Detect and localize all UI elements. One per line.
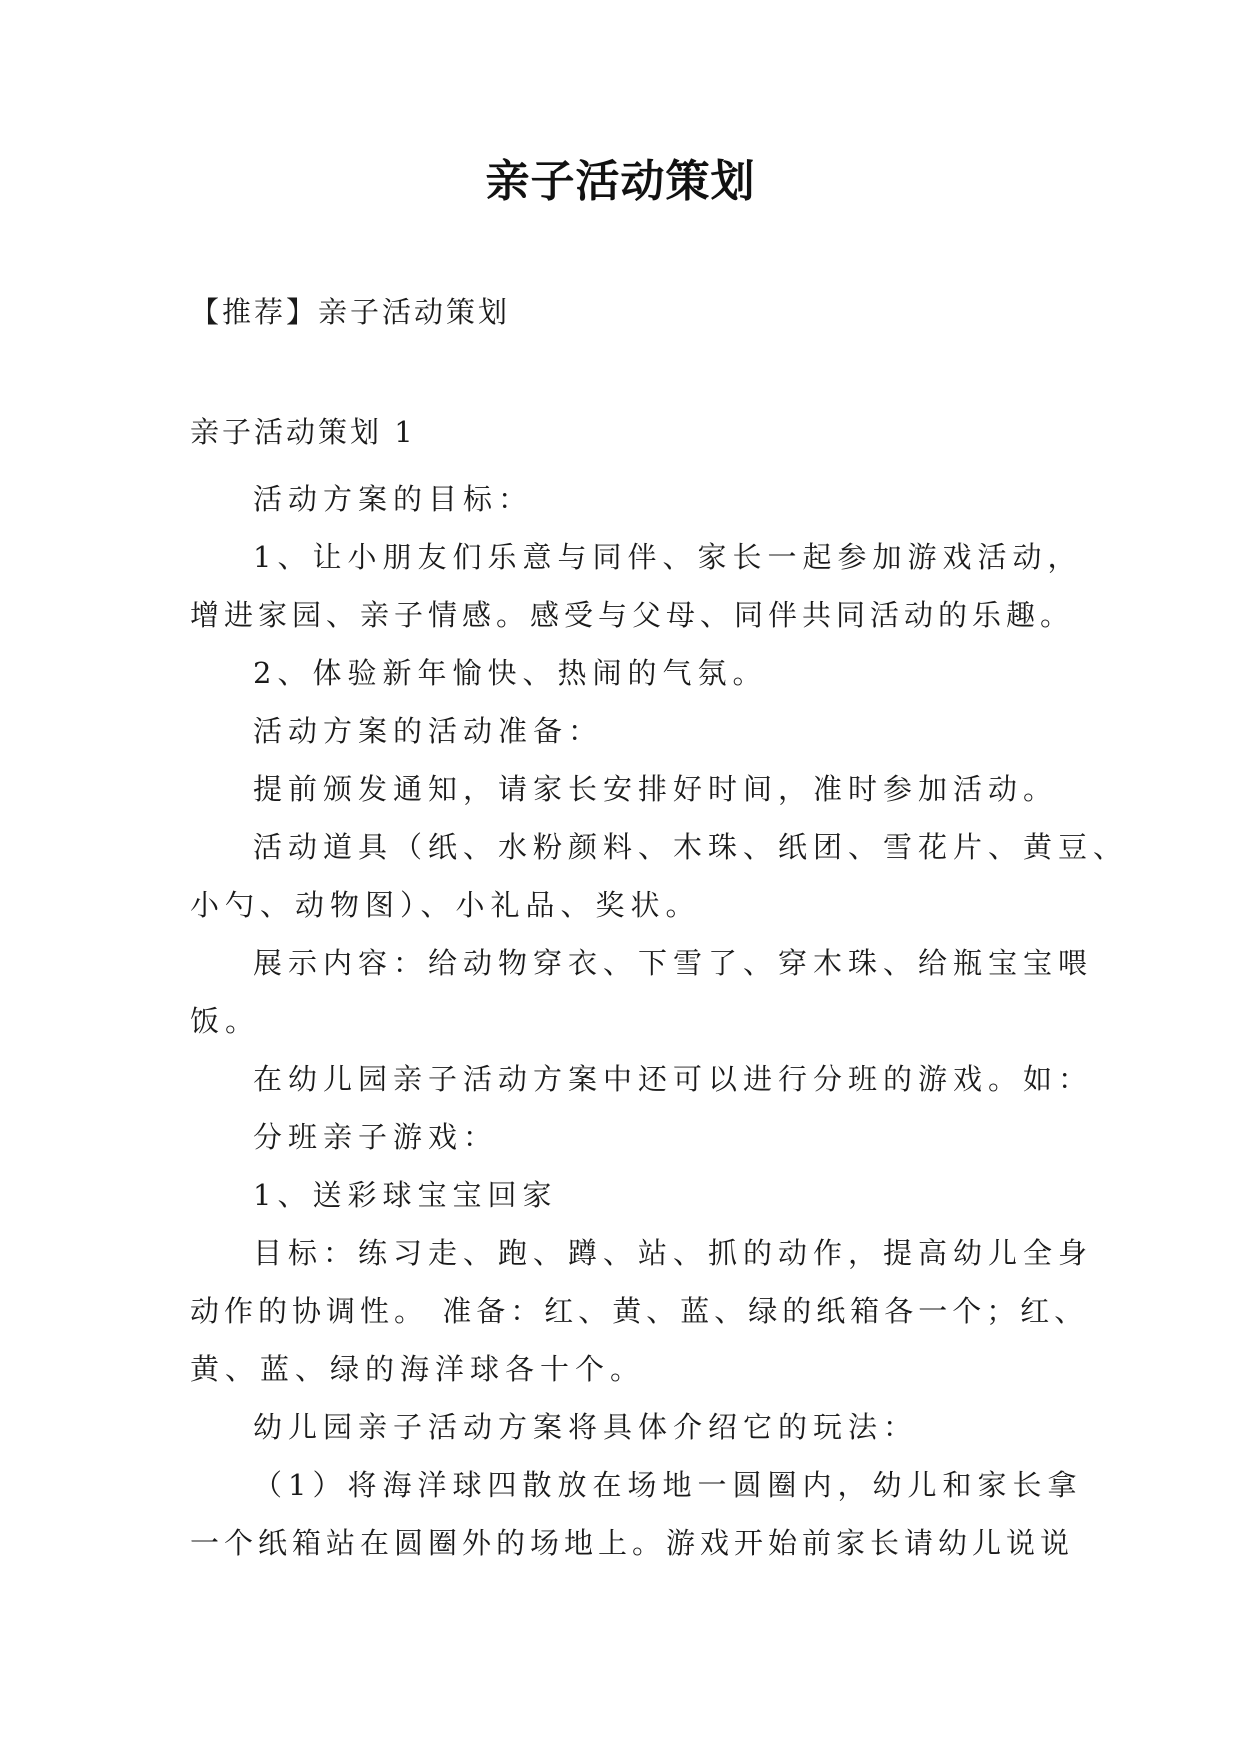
paragraph-line: 饭。 [190,1004,261,1038]
paragraph-line: 一个纸箱站在圆圈外的场地上。游戏开始前家长请幼儿说说 [190,1526,1075,1560]
paragraph-line: 活动道具（纸、水粉颜料、木珠、纸团、雪花片、黄豆、 [253,830,1129,864]
paragraph-line: 在幼儿园亲子活动方案中还可以进行分班的游戏。如： [253,1062,1094,1096]
section-heading: 亲子活动策划 1 [190,415,416,449]
paragraph-line: 幼儿园亲子活动方案将具体介绍它的玩法： [253,1410,919,1444]
paragraph-line: 分班亲子游戏： [253,1120,499,1154]
paragraph-line: 提前颁发通知，请家长安排好时间，准时参加活动。 [253,772,1059,806]
paragraph-line: 活动方案的活动准备： [253,714,604,748]
paragraph-line: 1、送彩球宝宝回家 [253,1178,558,1212]
document-title: 亲子活动策划 [485,156,756,207]
paragraph-line: 2、体验新年愉快、热闹的气氛。 [253,656,768,690]
paragraph-line: （1）将海洋球四散放在场地一圆圈内，幼儿和家长拿 [253,1468,1083,1502]
document-body [190,470,1129,1572]
paragraph-line: 目标：练习走、跑、蹲、站、抓的动作，提高幼儿全身 [253,1236,1094,1270]
paragraph-line: 黄、蓝、绿的海洋球各十个。 [190,1352,646,1386]
paragraph-line: 小勺、动物图）、小礼品、奖状。 [190,888,701,922]
document-subtitle: 【推荐】亲子活动策划 [190,295,511,329]
paragraph-line: 增进家园、亲子情感。感受与父母、同伴共同活动的乐趣。 [190,598,1075,632]
paragraph-line: 展示内容：给动物穿衣、下雪了、穿木珠、给瓶宝宝喂 [253,946,1094,980]
paragraph-line: 动作的协调性。 准备：红、黄、蓝、绿的纸箱各一个；红、 [190,1294,1089,1328]
paragraph-line: 活动方案的目标： [253,482,534,516]
paragraph-line: 1、让小朋友们乐意与同伴、家长一起参加游戏活动， [253,540,1083,574]
